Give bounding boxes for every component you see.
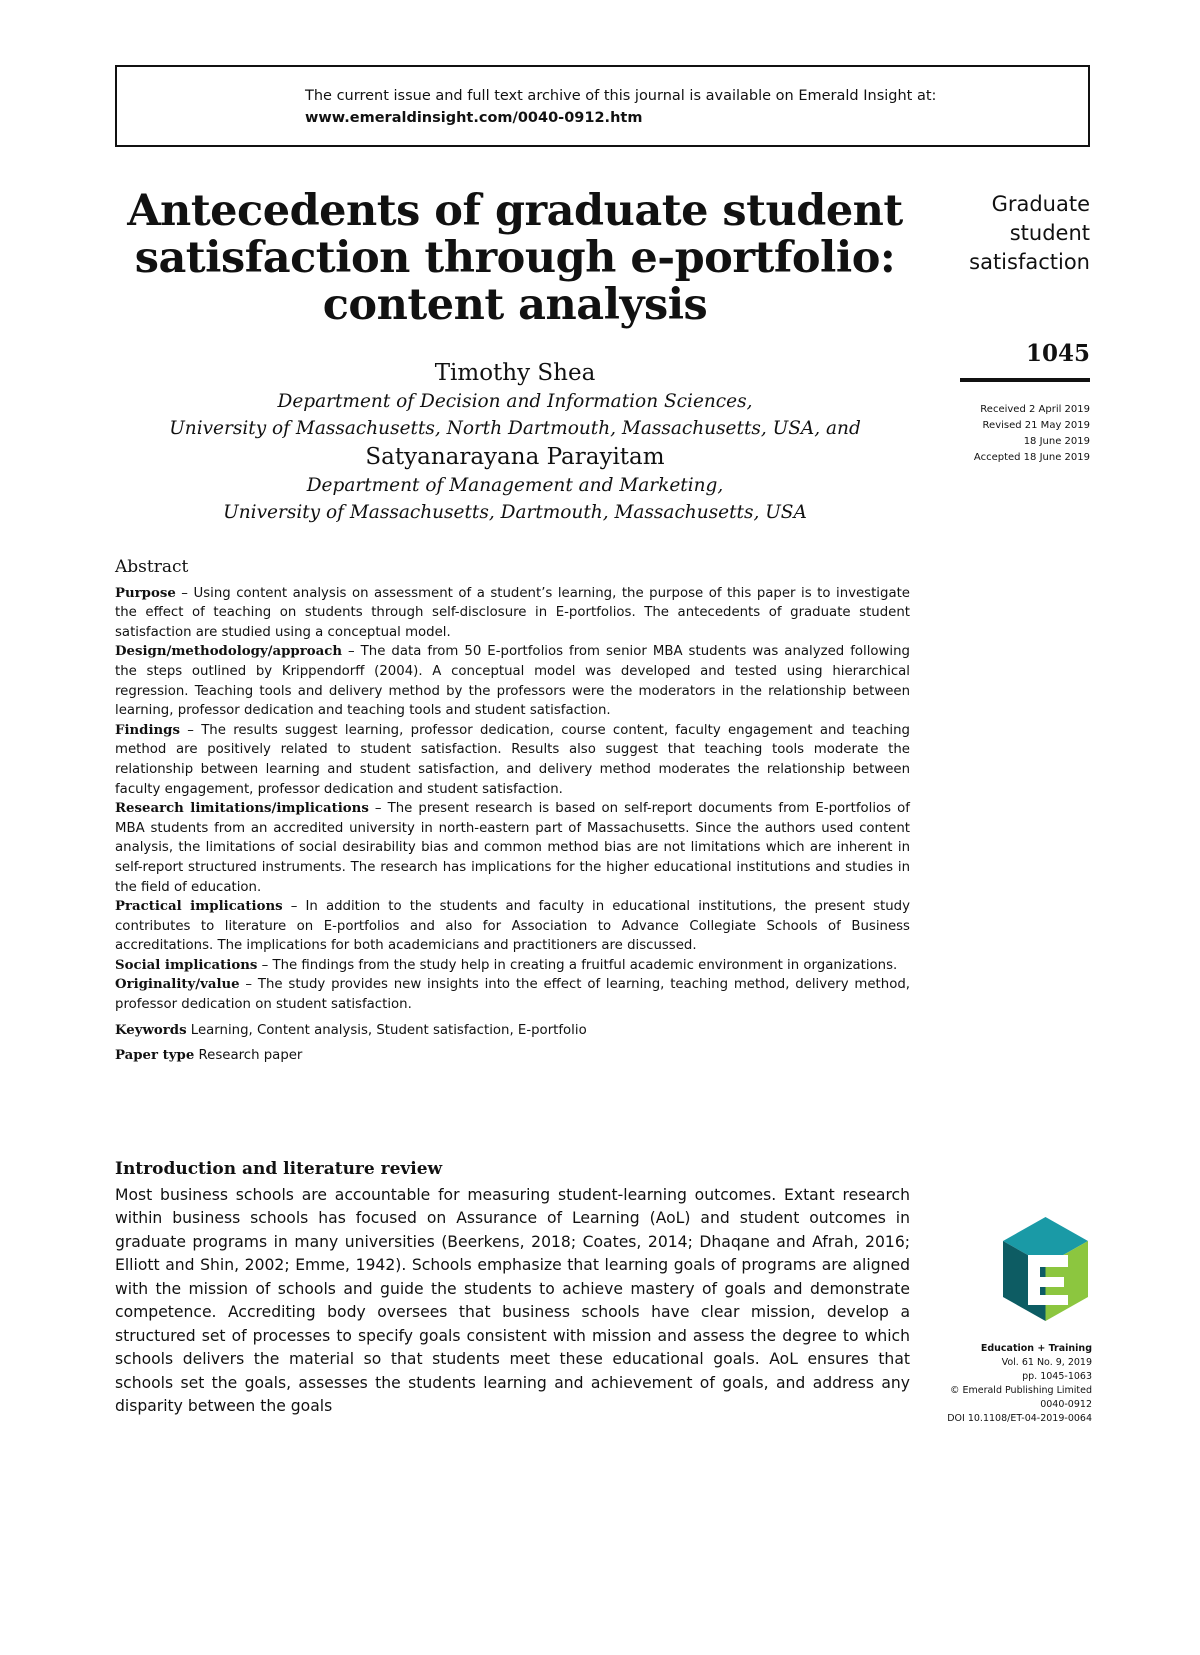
journal-info <box>935 1342 1092 1426</box>
section-text: – Using content analysis on assessment of a student’s learning, the purpose of this paper is to investigate the effect of teaching on students through self-disclosure in E-portfolios. The antecedents of graduate student satisfaction are studied using a conceptual model. <box>115 585 910 640</box>
emerald-logo-icon <box>998 1215 1093 1325</box>
journal-archive-notice <box>115 65 1090 147</box>
journal-issn: 0040-0912 <box>1040 1399 1092 1410</box>
section-text: – The findings from the study help in creating a fruitful academic environment in organizations. <box>257 957 898 973</box>
abstract-section <box>115 721 910 799</box>
author-name-1: Timothy Shea <box>434 360 596 386</box>
section-text: – The data from 50 E-portfolios from senior MBA students was analyzed following the steps outlined by Krippendorff (2004). A conceptual model was developed and tested using hierarchical regression. Teaching tools and delivery method by the professors were the moderators in the relationship between learning, professor dedication and teaching tools and student satisfaction. <box>115 644 910 719</box>
journal-doi[interactable]: DOI 10.1108/ET-04-2019-0064 <box>947 1413 1092 1424</box>
paper-type-label: Paper type <box>115 1048 195 1064</box>
sidebar-divider <box>960 378 1090 382</box>
section-label: Originality/value <box>115 977 240 993</box>
section-text: – In addition to the students and faculty in educational institutions, the present study contributes to literature on E-portfolios and also for Association to Advance Collegiate Schools of Business accreditations. The implications for both academicians and practitioners are discussed. <box>115 899 910 954</box>
paper-type-text: Research paper <box>194 1048 303 1064</box>
abstract-section <box>115 975 910 1014</box>
article-title <box>115 188 915 329</box>
section-label: Findings <box>115 722 180 738</box>
running-title <box>960 190 1090 277</box>
author-affiliation-1b: University of Massachusetts, North Dartmouth, Massachusetts, USA, and <box>169 418 861 439</box>
section-label: Purpose <box>115 585 176 601</box>
title-line-2: satisfaction through e-portfolio: <box>134 233 896 283</box>
section-text: – The present research is based on self-report documents from E-portfolios of MBA students from an accredited university in north-eastern part of Massachusetts. Since the authors used content analysis, the limitations of social desirability bias and common method bias are not limitations which are inherent in self-report structured instruments. The research has implications for the higher educational institutions and studies in the field of education. <box>115 801 910 895</box>
abstract-section <box>115 897 910 956</box>
section-text: – The study provides new insights into the effect of learning, teaching method, delivery method, professor dedication on student satisfaction. <box>115 977 910 1013</box>
section-label: Research limitations/implications <box>115 801 369 817</box>
running-title-line: satisfaction <box>969 250 1090 274</box>
running-title-line: Graduate <box>991 192 1090 216</box>
keywords <box>115 1021 910 1041</box>
section-label: Practical implications <box>115 899 283 915</box>
paper-type <box>115 1046 910 1066</box>
abstract-heading: Abstract <box>115 557 189 577</box>
intro-heading: Introduction and literature review <box>115 1159 443 1179</box>
journal-copyright: © Emerald Publishing Limited <box>949 1385 1092 1396</box>
journal-pages: pp. 1045-1063 <box>1022 1371 1092 1382</box>
title-line-1: Antecedents of graduate student <box>127 186 903 236</box>
keywords-label: Keywords <box>115 1022 187 1038</box>
page-number: 1045 <box>1025 340 1090 367</box>
journal-volume: Vol. 61 No. 9, 2019 <box>1001 1357 1092 1368</box>
abstract-section <box>115 584 910 643</box>
author-affiliation-2a: Department of Management and Marketing, <box>306 475 724 496</box>
abstract-section <box>115 799 910 897</box>
notice-line-1: The current issue and full text archive of this journal is available on Emerald Insight at: <box>305 88 937 104</box>
author-name-2: Satyanarayana Parayitam <box>365 444 665 470</box>
introduction <box>115 1158 910 1419</box>
section-label: Social implications <box>115 957 258 973</box>
title-line-3: content analysis <box>322 280 708 330</box>
date-line: Revised 21 May 2019 <box>982 420 1090 431</box>
abstract <box>115 558 910 1066</box>
running-title-line: student <box>1009 221 1090 245</box>
section-label: Design/methodology/approach <box>115 644 342 660</box>
date-line: Accepted 18 June 2019 <box>973 452 1090 463</box>
abstract-section <box>115 956 910 976</box>
date-line: Received 2 April 2019 <box>980 404 1090 415</box>
author-affiliation-2b: University of Massachusetts, Dartmouth, Massachusetts, USA <box>223 502 807 523</box>
notice-url[interactable]: www.emeraldinsight.com/0040-0912.htm <box>305 110 643 126</box>
section-text: – The results suggest learning, professor dedication, course content, faculty engagement and teaching method are positively related to student satisfaction. Results also suggest that teaching tools moderate the relationship between learning and student satisfaction, and delivery method moderates the relationship between faculty engagement, professor dedication and student satisfaction. <box>115 722 910 797</box>
date-line: 18 June 2019 <box>1023 436 1090 447</box>
article-dates <box>960 402 1090 466</box>
abstract-section <box>115 642 910 720</box>
intro-paragraph: Most business schools are accountable for measuring student-learning outcomes. Extant research within business schools has focused on Assurance of Learning (AoL) and student outcomes in graduate programs in many universities (Beerkens, 2018; Coates, 2014; Dhaqane and Afrah, 2016; Elliott and Shin, 2002; Emme, 1942). Schools emphasize that learning goals of programs are aligned with the mission of schools and guide the students to achieve mastery of goals and demonstrate competence. Accrediting body oversees that business schools have clear mission, develop a structured set of processes to specify goals consistent with mission and assess the degree to which schools delivers the material so that students meet these educational goals. AoL ensures that schools set the goals, assesses the students learning and achievement of goals, and address any disparity between the goals <box>115 1185 910 1415</box>
journal-name: Education + Training <box>980 1343 1092 1354</box>
author-affiliation-1a: Department of Decision and Information Sciences, <box>277 391 753 412</box>
logo-e-shape <box>1028 1255 1068 1305</box>
keywords-text: Learning, Content analysis, Student satisfaction, E-portfolio <box>186 1022 587 1038</box>
author-block <box>115 358 915 526</box>
